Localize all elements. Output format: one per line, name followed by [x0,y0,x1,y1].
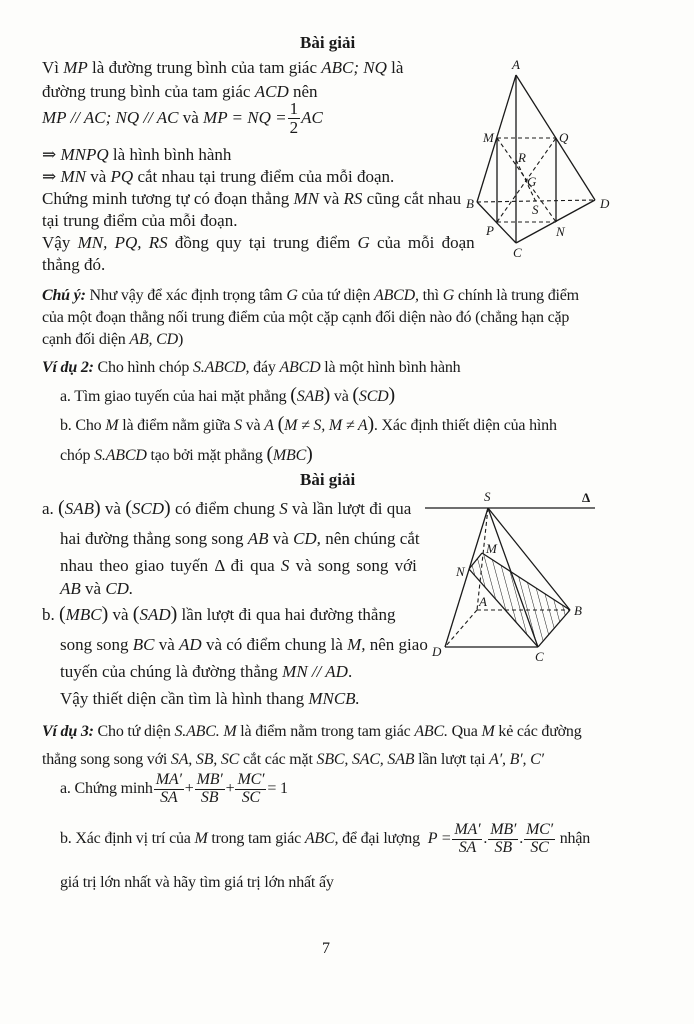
math: S.ABCD [94,447,147,464]
text: và [178,108,204,128]
fraction-MC-SC: $\frac{MC'}{SC}$ [526,821,553,856]
fraction-MC-SC: $\frac{MC'}{SC}$ [237,771,265,806]
math: M ≠ S, M ≠ A [284,417,368,434]
label-C: C [535,649,544,664]
math: ABC. [414,723,448,740]
solution-heading-1: Bài giải [300,33,356,52]
label-S: S [532,202,539,217]
dot: . [483,830,488,848]
math: AB [60,579,81,598]
math: MN // AD [282,662,348,681]
math: AC [301,108,323,128]
text: đường trung bình của tam giác [42,82,255,101]
note-line: của một đoạn thẳng nối trung điểm của một cặp cạnh đối diện nào đó (chẳng hạn cặp [42,309,570,326]
text: thẳng song song với [42,751,171,768]
label-N: N [556,224,565,239]
text: chính là trung điểm [454,287,579,304]
math: MN, PQ, RS [77,233,168,252]
text: lần lượt tại [414,751,490,768]
text: . Xác định thiết diện của hình [373,417,557,434]
math: ACD [254,82,289,101]
text: song song [60,635,133,654]
text: chóp [60,447,95,464]
implies-symbol: ⇒ [42,167,61,186]
math: MNPQ [60,145,109,164]
math: ABC, [304,830,339,848]
label-M: M [483,130,494,145]
text-line: thẳng đó. [42,255,106,274]
text: kẻ các đường [494,723,582,740]
math: A′, B′, C′ [489,751,544,768]
answer-b-line [60,661,352,683]
text: và song song với [289,556,417,575]
text: để đại lượng [338,830,424,848]
text: và [318,189,344,208]
text: đồng quy tại trung điểm [167,233,358,252]
text: nhận [555,830,591,848]
label-D: D [600,196,610,211]
math: MN [60,167,86,186]
math: AD [179,635,202,654]
math: AB, CD [129,331,178,348]
question-a-prove [60,772,288,807]
math: S.ABC. M [174,723,237,740]
text: và [108,605,133,624]
label-P: P [486,223,494,238]
equals-one: = 1 [267,780,288,798]
answer-a: a. (SAB) và (SCD) có điểm chung S và lần lượt đi qua [42,497,412,519]
text: Cho hình chóp [93,359,193,376]
label-A: A [512,57,520,72]
text: cạnh đối diện [42,331,130,348]
text: a. [42,499,59,518]
text: Chứng minh tương tự có đoạn thẳng [42,189,294,208]
text: cắt nhau tại trung điểm của mỗi đoạn. [133,167,395,186]
text: đáy [249,359,280,376]
question-a: a. Tìm giao tuyến của hai mặt phẳng (SAB) và (SCD) [60,384,395,406]
math: M [194,830,208,848]
label-S: S [484,489,491,504]
text: Vì [42,58,64,77]
text: lần lượt đi qua hai đường thẳng [177,605,396,624]
math: G [357,233,370,252]
fraction-MB-SB: $\frac{MB'}{SB}$ [196,771,223,806]
text: b. Xác định vị trí của [60,830,195,848]
math: PQ [110,167,134,186]
text: nên giao [365,635,428,654]
note-line [42,285,579,307]
math: BC [132,635,155,654]
label-delta: Δ [582,490,591,505]
math: MBC [272,447,307,464]
text: của tứ diện [297,287,374,304]
math: SBC, SAC, SAB [316,751,415,768]
edge-AD-hidden [445,610,477,647]
text: Vậy [42,233,78,252]
math: S.ABCD, [192,359,250,376]
label-N: N [456,564,465,579]
text: là hình bình hành [108,145,232,164]
text: tạo bởi mặt phẳng [146,447,267,464]
math: M, [347,635,366,654]
label-R: R [518,150,526,165]
text: và [154,635,180,654]
math: MBC [65,605,102,624]
text: a. Chứng minh [60,780,153,798]
math: SCD [131,499,165,518]
text: là đường trung bình của tam giác [87,58,322,77]
text: là điểm nằm trong tam giác [236,723,415,740]
page-number: 7 [322,940,330,957]
label-B: B [466,196,474,211]
label-B: B [574,603,582,618]
text-line [42,57,403,79]
plus-sign: + [184,780,194,798]
math: A [264,417,274,434]
example-2-statement [42,357,460,379]
math: RS [343,189,363,208]
text: a. Tìm giao tuyến của hai mặt phẳng [60,388,291,405]
math: ABCD, [374,287,419,304]
text: Như vậy để xác định trọng tâm [85,287,287,304]
math: S [280,556,290,575]
text: hai đường thẳng song song [60,529,248,548]
text-line: tại trung điểm của mỗi đoạn. [42,211,238,230]
text: ) [177,331,184,348]
equation-line [42,100,323,137]
tetrahedron-figure [440,50,640,270]
math: ABC; NQ [321,58,387,77]
math: G [442,287,455,304]
label-Q: Q [559,130,569,145]
text: cũng cắt nhau [362,189,462,208]
math: CD, [293,529,321,548]
example-3-statement [42,721,582,743]
math: MP // AC; NQ // AC [42,108,179,128]
math: S [234,417,242,434]
fraction-one-half: $\frac{1}{2}$ [289,99,299,137]
math: MNCB. [308,689,360,708]
text: có điểm chung [170,499,280,518]
question-b-cont: giá trị lớn nhất và hãy tìm giá trị lớn nhất ấy [60,874,334,891]
text: và [100,499,126,518]
example-label: Ví dụ 2: [42,359,94,376]
text: nhau theo giao tuyến Δ đi qua [60,556,281,575]
text: trong tam giác [207,830,305,848]
answer-a-line [60,578,133,600]
math: MP = NQ = [203,108,287,128]
math: AB [247,529,269,548]
question-b-maximize [60,822,590,857]
fraction-MB-SB: $\frac{MB'}{SB}$ [490,821,517,856]
text: là [386,58,404,77]
text-line [42,166,394,188]
math: MP [63,58,88,77]
text: tuyến của chúng là đường thẳng [60,662,283,681]
fraction-MA-SA: $\frac{MA'}{SA}$ [454,821,481,856]
answer-b-conclusion [60,688,360,710]
text: nên chúng cắt [320,529,420,548]
text: là một hình bình hành [320,359,461,376]
text: của mỗi đoạn [369,233,475,252]
pyramid-figure [420,480,600,690]
math: M [481,723,495,740]
text-line [42,232,475,254]
math: S [279,499,288,518]
answer-b: b. (MBC) và (SAD) lần lượt đi qua hai đường thẳng [42,603,396,625]
text: b. Cho [60,417,106,434]
math: P = [427,830,452,848]
math: SAD [139,605,171,624]
answer-a-line [60,528,420,550]
math: M [105,417,119,434]
plus-sign: + [225,780,235,798]
question-b-cont: chóp S.ABCD tạo bởi mặt phẳng (MBC) [60,443,313,465]
label-A: A [479,594,487,609]
text: và có điểm chung là [201,635,348,654]
text: nên [288,82,318,101]
text-line [42,144,231,166]
dot: . [519,830,524,848]
math: SAB [64,499,94,518]
math: ABCD [279,359,321,376]
implies-symbol: ⇒ [42,145,61,164]
text: thì [418,287,443,304]
label-C: C [513,245,522,260]
text: và [80,579,106,598]
note-label: Chú ý: [42,287,86,304]
question-b: b. Cho M là điểm nằm giữa S và A (M ≠ S, M ≠ A). Xác định thiết diện của hình [60,413,557,435]
note-line [42,329,183,351]
math: CD. [105,579,134,598]
text: và [86,167,111,186]
text: Qua [447,723,482,740]
answer-a-line [60,555,417,577]
text: là điểm nằm giữa [118,417,235,434]
label-D: D [432,644,442,659]
text: cắt các mặt [239,751,317,768]
math: SCD [358,388,389,405]
text: b. [42,605,59,624]
math: SA, SB, SC [170,751,240,768]
answer-b-line [60,634,428,656]
text: Vậy thiết diện cần tìm là hình thang [60,689,309,708]
example-3-statement-cont [42,749,544,771]
example-label: Ví dụ 3: [42,723,94,740]
text-line [42,188,461,210]
text: và [330,388,353,405]
text: và [268,529,294,548]
text: và [241,417,265,434]
math: MN [293,189,319,208]
text: Cho tứ diện [93,723,175,740]
math: SAB [296,388,324,405]
math: G [286,287,298,304]
text: và lần lượt đi qua [287,499,412,518]
text: . [347,662,353,681]
label-M: M [486,541,497,556]
label-G: G [527,174,537,189]
solution-heading-2: Bài giải [300,470,356,489]
fraction-MA-SA: $\frac{MA'}{SA}$ [155,771,182,806]
